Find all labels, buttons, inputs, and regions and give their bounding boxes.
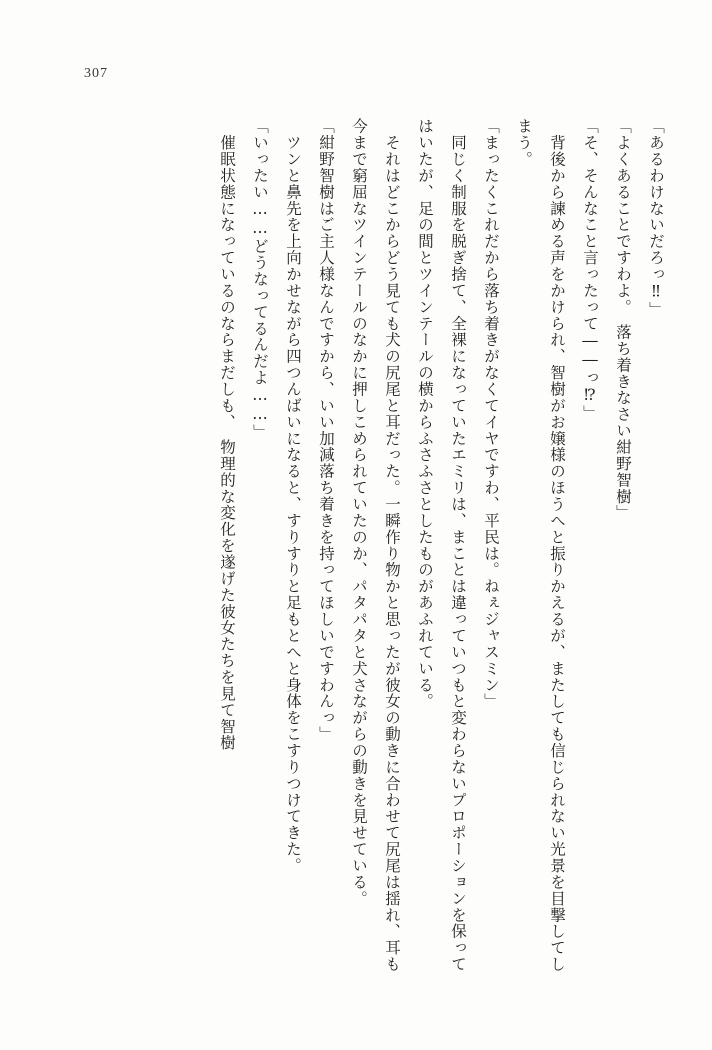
paragraph: それはどこからどう見ても犬の尻尾と耳だった。一瞬作り物かと思ったが彼女の動きに合わせて尻尾は揺れ、耳も今まで窮屈なツインテールのなかに押しこめられていたのか、パタパタと犬さながらの動きを見せている。 xyxy=(350,118,401,973)
paragraph: 「そ、そんなこと言ったって――っ⁉」 xyxy=(581,118,599,422)
paragraph: 催眠状態になっているのならまだしも、 物理的な変化を遂げた彼女たちを見て智樹 xyxy=(218,118,236,752)
paragraph: 「まったくこれだから落ち着きがなくてイヤですわ、平民は。ねぇジャスミン」 xyxy=(482,118,500,710)
paragraph: 同じく制服を脱ぎ捨て、全裸になっていたエミリは、まことは違っていつもと変わらないプロポーションを保ってはいたが、足の間とツインテールの横からふさふさとしたものがあふれている。 xyxy=(416,118,467,973)
paragraph: 「いったい……どうなってるんだよ……」 xyxy=(251,118,269,441)
paragraph: 「紺野智樹はご主人様なんですから、いい加減落ち着きを持ってほしいですわんっ」 xyxy=(317,118,335,743)
paragraph: 「あるわけないだろっ‼」 xyxy=(647,118,665,318)
page-body-text xyxy=(60,118,672,988)
page-number: 307 xyxy=(84,66,108,81)
paragraph: 背後から諫める声をかけられ、智樹がお嬢様のほうへと振りかえるが、またしても信じられない光景を目撃してしまう。 xyxy=(515,118,566,973)
paragraph: ツンと鼻先を上向かせながら四つんばいになると、すりすりと足もとへと身体をこすりつけてきた。 xyxy=(284,118,302,874)
paragraph: 「よくあることですわよ。 落ち着きなさい紺野智樹」 xyxy=(614,118,632,521)
